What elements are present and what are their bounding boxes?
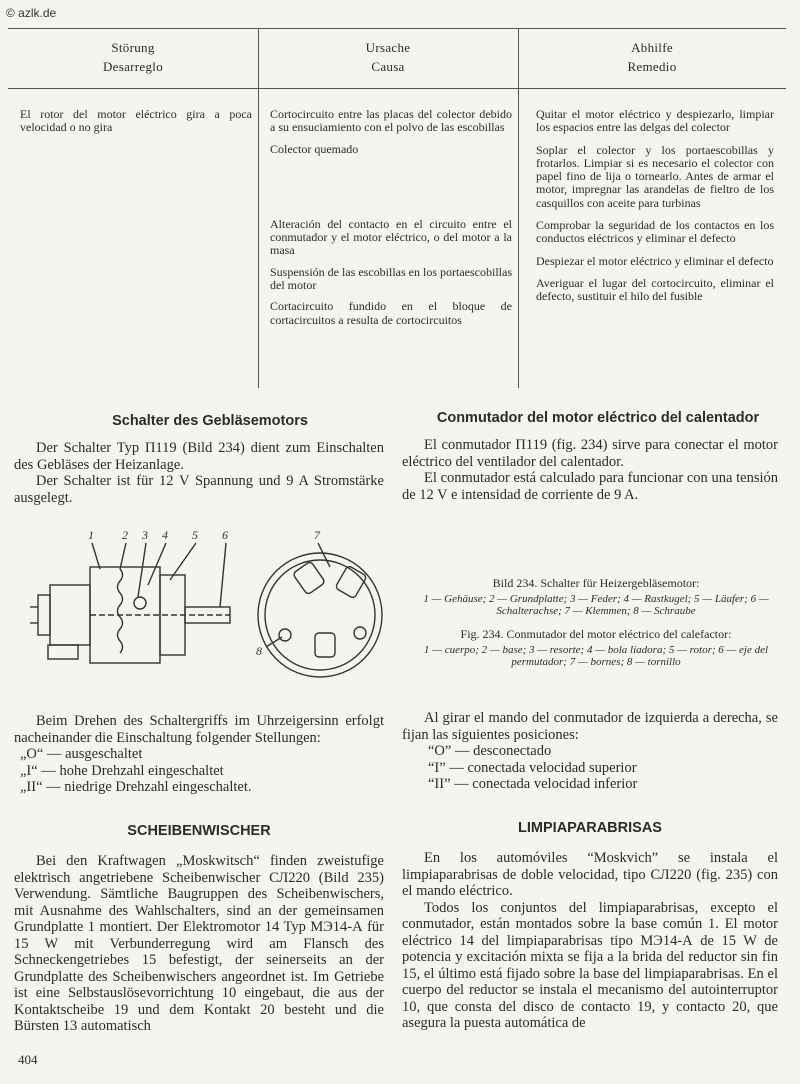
fault-table — [8, 28, 786, 388]
header-cause: Ursache Causa — [365, 40, 411, 74]
remedy-3: Comprobar la seguridad de los contactos en los conductos eléctricos y eliminar el defecto — [536, 218, 774, 246]
de-switch-text: Der Schalter Typ П119 (Bild 234) dient zum Einschalten des Gebläses der Heizanlage. Der Schalter ist für 12 V Spannung und 9 A Stromstärke ausgelegt. — [14, 440, 384, 506]
cause-4: Suspensión de las escobillas en los portaescobillas del motor — [270, 264, 512, 293]
de-position-i: „I“ — hohe Drehzahl eingeschaltet — [20, 762, 224, 779]
header-remedy: Abhilfe Remedio — [627, 40, 677, 74]
es-wiper-heading: LIMPIAPARABRISAS — [518, 820, 662, 836]
remedy-4: Despiezar el motor eléctrico y eliminar el defecto — [536, 253, 774, 268]
fig-label-7: 7 — [314, 528, 320, 542]
cause-2: Colector quemado — [270, 141, 359, 156]
de-wiper-text: Bei den Kraftwagen „Moskwitsch“ finden zweistufige elektrisch angetriebene Scheibenwischer СЛ220 (Bild 235) Verwendung. Sämtliche Baugruppen des Scheibenwischers, mit Ausnahme des Wahlschalters, sind an der gemeinsamen Grundplatte 1 montiert. Der Elektromotor 14 Typ МЭ14-А für 15 W mit Verbunderregung wird am Flansch des Schneckengetriebes 15 befestigt, der seinerseits an der Grundplatte des Scheibenwischers angeordnet ist. Im Getriebe ist eine Selbstauslösevorrichtung 10 eingebaut, die aus der Kontaktscheibe 19 und dem Kontakt 20 besteht und die Bürsten 13 automatisch — [14, 853, 384, 1034]
page-number: 404 — [18, 1052, 38, 1067]
caption-es: Fig. 234. Conmutador del motor eléctrico del calefactor: 1 — cuerpo; 2 — base; 3 — resorte; 4 — bola liadora; 5 — rotor; 6 — eje del permutador; 7 — bornes; 8 — tornillo — [423, 627, 769, 668]
es-switch-heading: Conmutador del motor eléctrico del calentador — [436, 410, 760, 426]
es-position-o: “O” — desconectado — [428, 743, 552, 759]
cause-5: Cortacircuito fundido en el bloque de cortacircuitos a resulta de cortocircuitos — [270, 299, 512, 327]
watermark: © azlk.de — [6, 6, 57, 20]
de-position-o: „O“ — ausgeschaltet — [20, 746, 143, 762]
de-switch-heading: Schalter des Gebläsemotors — [112, 413, 308, 429]
es-position-ii: “II” — conectada velocidad inferior — [428, 776, 638, 792]
remedy-1: Quitar el motor eléctrico y despiezarlo, limpiar los espacios entre las delgas del colector — [536, 107, 774, 135]
fig-label-3: 3 — [142, 528, 148, 542]
de-wiper-heading: SCHEIBENWISCHER — [127, 823, 271, 839]
de-position-ii: „II“ — niedrige Drehzahl eingeschaltet. — [20, 779, 252, 795]
fig-label-2: 2 — [122, 528, 128, 542]
es-wiper-text: En los automóviles “Moskvich” se instala el limpiaparabrisas de doble velocidad, tipo СЛ220 (fig. 235) con el mando eléctrico. Todos los conjuntos del limpiaparabrisas, excepto el conmutador, están montados sobre la base común 1. El motor eléctrico 14 del limpiaparabrisas tipo МЭ14-А de 15 W de potencia y excitación mixta se fija a la brida del reductor sin fin 15, el último está fijado sobre la base del limpiaparabrisas. En el cuerpo del reductor se instala el mecanismo del autointerruptor 10, que consta del disco de contacto 19, y contacto 20, que asegura la puesta automática de — [402, 850, 778, 1031]
remedy-5: Averiguar el lugar del cortocircuito, eliminar el defecto, sustituir el hilo del fusible — [536, 275, 774, 304]
fig-label-6: 6 — [222, 528, 228, 542]
remedy-2: Soplar el colector y los portaescobillas y frotarlos. Limpiar si es necesario el colector con papel fino de lija o tornearlo. Antes de armar el motor, impregnar las arandelas de fieltro de los casquillos con aceite para turbinas — [536, 142, 774, 210]
de-positions: Beim Drehen des Schaltergriffs im Uhrzeigersinn erfolgt nacheinander die Einschaltung folgender Stellungen: „O“ — ausgeschaltet „I“ — hohe Drehzahl eingeschaltet „II“ — niedrige Drehzahl eingeschaltet. — [14, 713, 384, 795]
cause-1: Cortocircuito entre las placas del colector debido a su ensuciamiento con el polvo de las escobillas — [270, 107, 512, 135]
fig-label-1: 1 — [88, 528, 94, 542]
es-switch-text: El conmutador П119 (fig. 234) sirve para conectar el motor eléctrico del ventilador del calentador. El conmutador está calculado para funcionar con una tensión de 12 V e intensidad de corriente de 9 A. — [402, 437, 778, 503]
fig-label-8: 8 — [256, 644, 262, 658]
caption-de: Bild 234. Schalter für Heizergebläsemotor: 1 — Gehäuse; 2 — Grundplatte; 3 — Feder; 4 — Rastkugel; 5 — Läufer; 6 — Schalterachse; 7 — Klemmen; 8 — Schraube — [423, 576, 769, 617]
fig-label-5: 5 — [192, 528, 198, 542]
switch-figure — [30, 525, 400, 705]
fig-label-4: 4 — [162, 528, 168, 542]
causes-cell — [270, 108, 512, 335]
header-fault: Störung Desarreglo — [102, 40, 164, 74]
fault-cell: El rotor del motor eléctrico gira a poca velocidad o no gira — [20, 107, 252, 135]
cause-3: Alteración del contacto en el circuito entre el conmutador y el motor eléctrico, o del motor a la masa — [270, 216, 512, 258]
es-positions: Al girar el mando del conmutador de izquierda a derecha, se fijan las siguientes posiciones: “O” — desconectado “I” — conectada velocidad superior “II” — conectada velocidad inferior — [402, 710, 778, 792]
es-position-i: “I” — conectada velocidad superior — [428, 759, 637, 776]
remedies-cell — [536, 108, 774, 313]
